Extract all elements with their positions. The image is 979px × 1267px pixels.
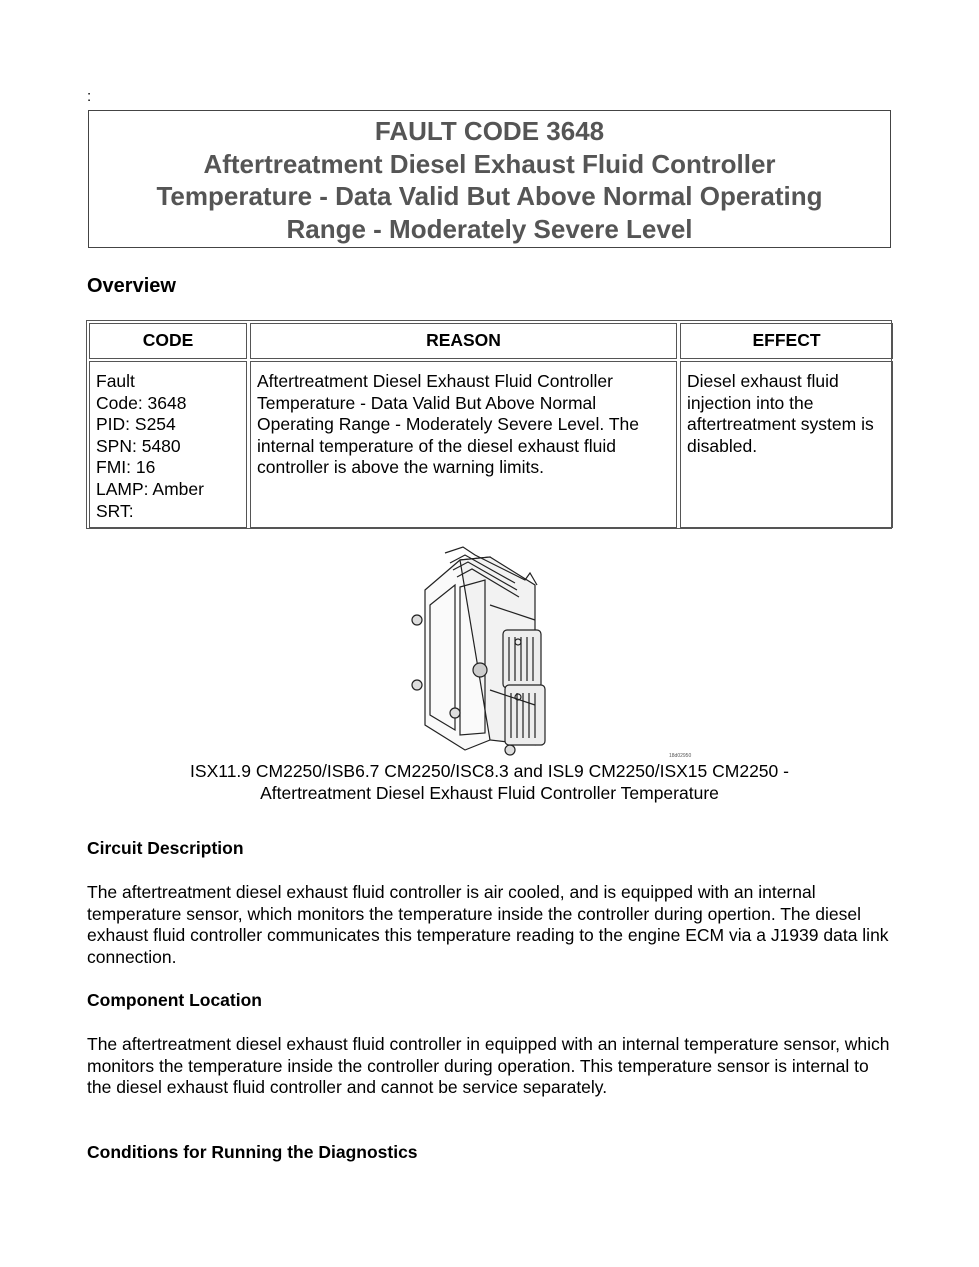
fault-title-line-1: Aftertreatment Diesel Exhaust Fluid Controller — [203, 148, 776, 179]
figure-caption-line-2: Aftertreatment Diesel Exhaust Fluid Controller Temperature — [260, 783, 719, 803]
conditions-heading: Conditions for Running the Diagnostics — [87, 1142, 418, 1162]
code-cell-text: Fault Code: 3648 PID: S254 SPN: 5480 FMI: 16 LAMP: Amber SRT: — [96, 371, 204, 521]
header-code: CODE — [89, 323, 247, 359]
fault-title-box — [88, 110, 891, 248]
header-reason: REASON — [250, 323, 677, 359]
circuit-description-text: The aftertreatment diesel exhaust fluid controller is air cooled, and is equipped with an internal temperature sensor, which monitors the temperature inside the controller during opertion. The diesel exhaust fluid controller communicates this temperature reading to the engine ECM via a J1939 data link connection. — [87, 882, 889, 967]
header-effect: EFFECT — [680, 323, 893, 359]
code-cell — [89, 361, 247, 528]
circuit-description-heading: Circuit Description — [87, 838, 244, 858]
component-location-heading: Component Location — [87, 990, 262, 1010]
component-location-text: The aftertreatment diesel exhaust fluid controller in equipped with an internal temperature sensor, which monitors the temperature inside the controller during operation. This temperature sensor is internal to the diesel exhaust fluid controller and cannot be service separately. — [87, 1034, 890, 1098]
reason-cell — [250, 361, 677, 528]
def-controller-illustration — [405, 545, 705, 760]
fault-title-line-2: Temperature - Data Valid But Above Normal Operating — [156, 181, 823, 211]
fault-title-line-3: Range - Moderately Severe Level — [286, 213, 693, 244]
fault-table — [86, 320, 892, 529]
reason-cell-text: Aftertreatment Diesel Exhaust Fluid Controller Temperature - Data Valid But Above Normal Operating Range - Moderately Severe Level. The internal temperature of the diesel exhaust fluid controller is above the warning limits. — [257, 371, 639, 478]
fault-code-title: FAULT CODE 3648 — [374, 116, 605, 146]
figure-tag: 18d02950 — [669, 753, 692, 759]
effect-cell — [680, 361, 893, 528]
figure-caption-line-1: ISX11.9 CM2250/ISB6.7 CM2250/ISC8.3 and ISL9 CM2250/ISX15 CM2250 - — [190, 761, 789, 781]
figure-caption — [100, 760, 879, 804]
page-prefix: : — [87, 88, 92, 105]
effect-cell-text: Diesel exhaust fluid injection into the aftertreatment system is disabled. — [687, 371, 874, 456]
overview-heading: Overview — [87, 275, 176, 297]
